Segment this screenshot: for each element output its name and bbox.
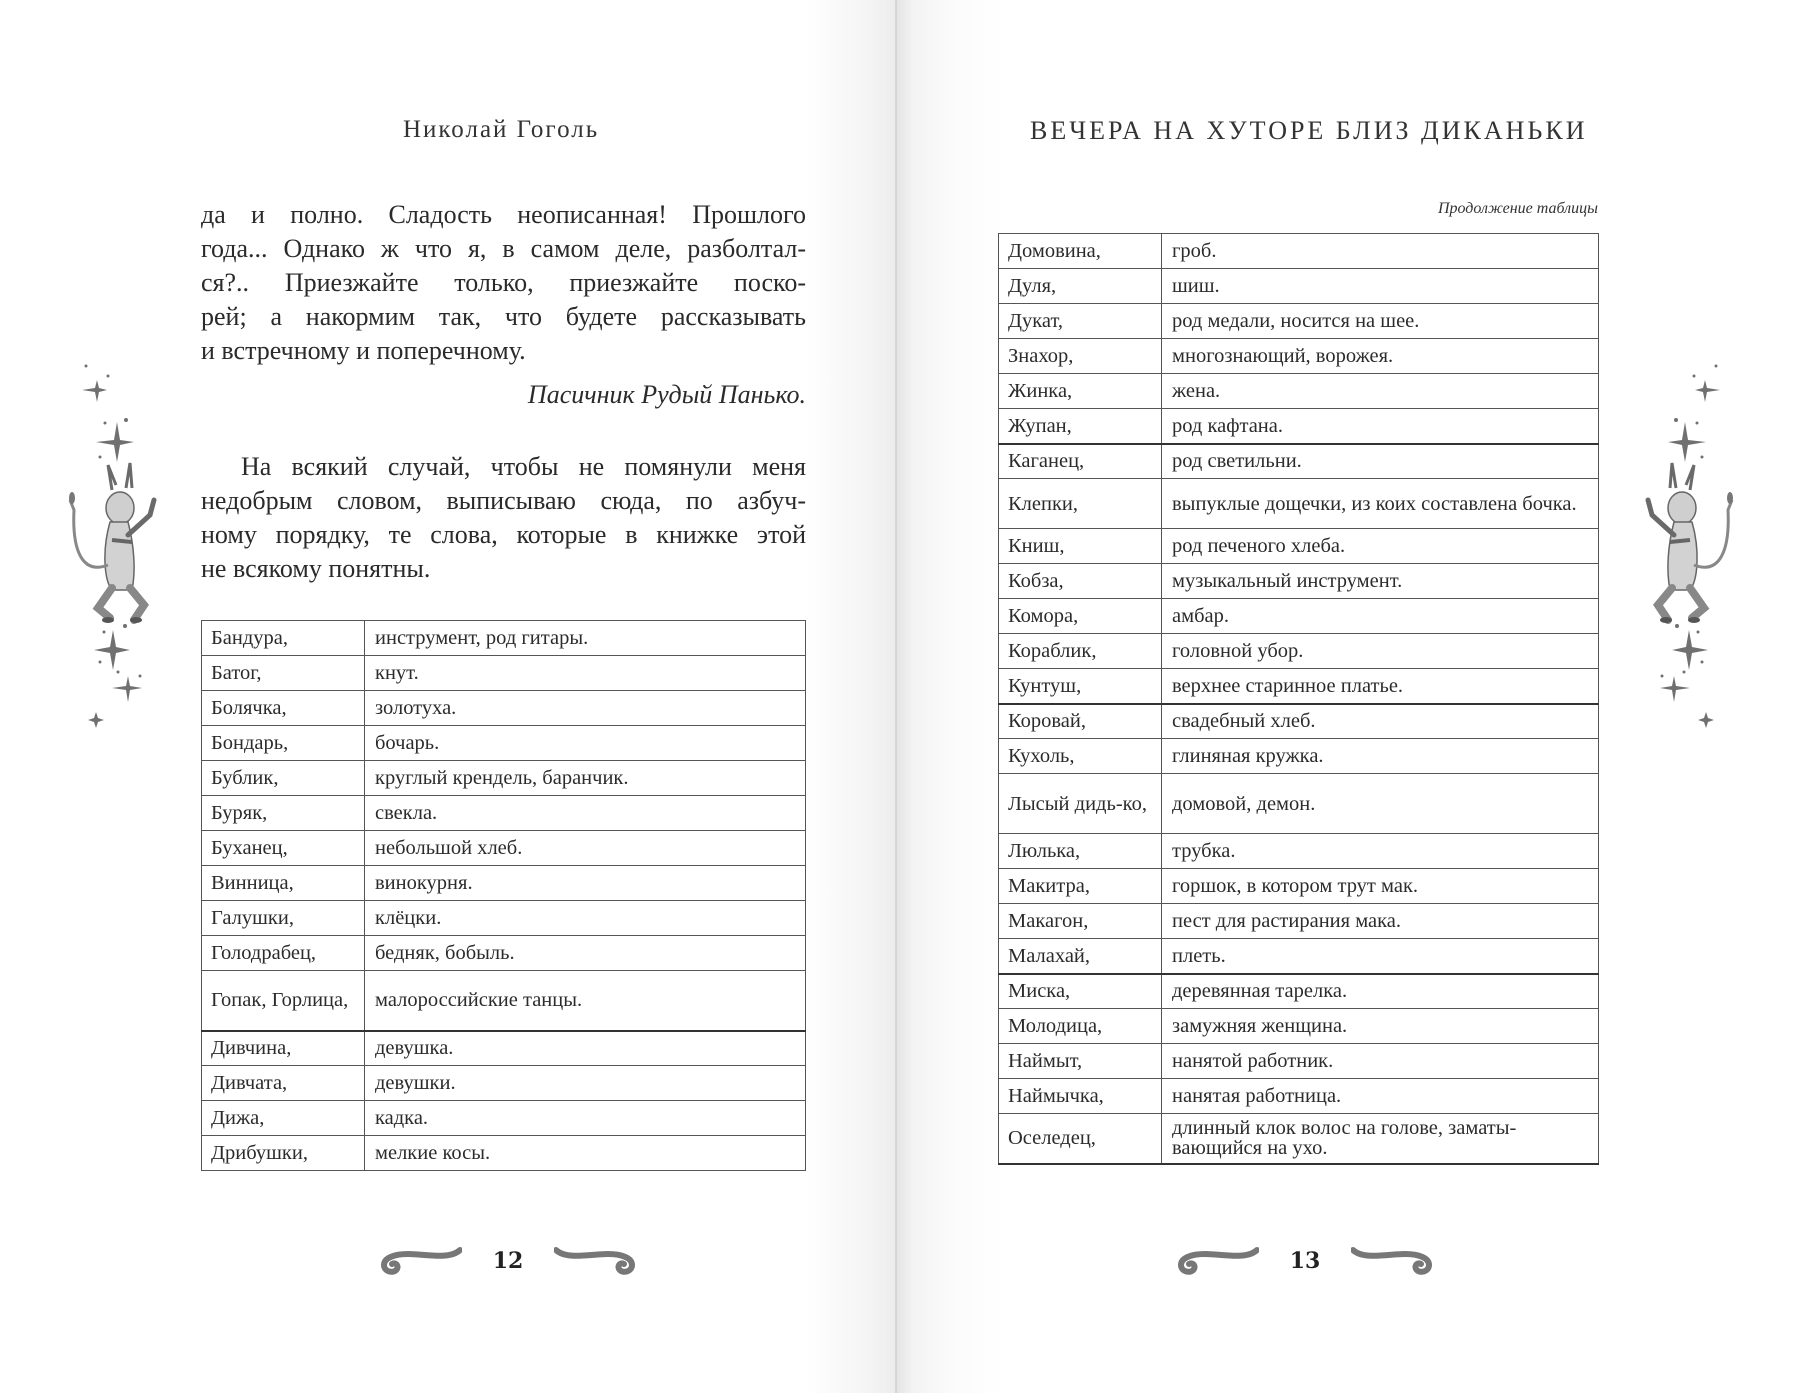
page-footer-right xyxy=(1175,1242,1435,1282)
definition-cell: мелкие косы. xyxy=(365,1136,806,1171)
table-continuation-caption: Продолжение таблицы xyxy=(1437,200,1598,217)
term-cell: Наймычка, xyxy=(999,1079,1162,1114)
term-cell: Лысый дидь-ко, xyxy=(999,774,1162,834)
term-cell: Галушки, xyxy=(202,901,365,936)
term-cell: Бандура, xyxy=(202,621,365,656)
term-cell: Люлька, xyxy=(999,834,1162,869)
table-row xyxy=(999,409,1599,444)
definition-cell: девушка. xyxy=(365,1031,806,1066)
table-row xyxy=(999,834,1599,869)
table-row xyxy=(999,774,1599,834)
term-cell: Наймыт, xyxy=(999,1044,1162,1079)
table-row xyxy=(202,1136,806,1171)
running-head-book-title: ВЕЧЕРА НА ХУТОРЕ БЛИЗ ДИКАНЬКИ xyxy=(1030,116,1588,145)
signature: Пасичник Рудый Панько. xyxy=(527,380,806,409)
term-cell: Коровай, xyxy=(999,704,1162,739)
text-line: рей; а накормим так, что будете рассказывать xyxy=(201,302,806,331)
term-cell: Гопак, Горлица, xyxy=(202,971,365,1031)
term-cell: Молодица, xyxy=(999,1009,1162,1044)
term-cell: Дукат, xyxy=(999,304,1162,339)
definition-cell: круглый крендель, баранчик. xyxy=(365,761,806,796)
definition-cell: свадебный хлеб. xyxy=(1162,704,1599,739)
definition-cell: домовой, демон. xyxy=(1162,774,1599,834)
table-row xyxy=(999,634,1599,669)
term-cell: Буряк, xyxy=(202,796,365,831)
table-row xyxy=(999,939,1599,974)
text-line: и встречному и поперечному. xyxy=(201,336,526,365)
table-row xyxy=(999,974,1599,1009)
table-row xyxy=(202,901,806,936)
table-row xyxy=(202,936,806,971)
table-row xyxy=(202,971,806,1031)
star-icon xyxy=(88,624,142,728)
glossary-table-right xyxy=(998,233,1599,1165)
table-row xyxy=(999,869,1599,904)
page-number: 13 xyxy=(1289,1248,1321,1274)
definition-cell: трубка. xyxy=(1162,834,1599,869)
term-cell: Каганец, xyxy=(999,444,1162,479)
table-row xyxy=(999,739,1599,774)
term-cell: Буханец, xyxy=(202,831,365,866)
swirl-right-icon xyxy=(554,1246,636,1276)
definition-cell: выпуклые дощечки, из коих составлена бочка. xyxy=(1162,479,1599,529)
definition-cell: пест для растирания мака. xyxy=(1162,904,1599,939)
term-cell: Комора, xyxy=(999,599,1162,634)
definition-cell: род печеного хлеба. xyxy=(1162,529,1599,564)
definition-cell: верхнее старинное платье. xyxy=(1162,669,1599,704)
text-line: года... Однако ж что я, в самом деле, разболтал- xyxy=(201,234,806,263)
definition-cell: клёцки. xyxy=(365,901,806,936)
definition-cell: нанятая работница. xyxy=(1162,1079,1599,1114)
definition-cell: многознающий, ворожея. xyxy=(1162,339,1599,374)
table-row xyxy=(202,761,806,796)
definition-cell: шиш. xyxy=(1162,269,1599,304)
term-cell: Жинка, xyxy=(999,374,1162,409)
term-cell: Знахор, xyxy=(999,339,1162,374)
term-cell: Книш, xyxy=(999,529,1162,564)
devil-icon xyxy=(69,463,154,623)
term-cell: Дивчина, xyxy=(202,1031,365,1066)
text-line: недобрым словом, выписываю сюда, по азбуч- xyxy=(201,486,806,515)
table-row xyxy=(202,831,806,866)
definition-cell: жена. xyxy=(1162,374,1599,409)
text-line: ся?.. Приезжайте только, приезжайте поско- xyxy=(201,268,806,297)
term-cell: Макагон, xyxy=(999,904,1162,939)
table-row xyxy=(202,1101,806,1136)
definition-cell: нанятой работник. xyxy=(1162,1044,1599,1079)
term-cell: Дуля, xyxy=(999,269,1162,304)
table-row xyxy=(999,704,1599,739)
page-number: 12 xyxy=(492,1248,524,1274)
devil-and-stars-ornament-left xyxy=(62,350,172,730)
definition-cell: амбар. xyxy=(1162,599,1599,634)
running-head-author: Николай Гоголь xyxy=(403,116,600,143)
term-cell: Винница, xyxy=(202,866,365,901)
table-row xyxy=(202,1066,806,1101)
definition-cell: замужняя женщина. xyxy=(1162,1009,1599,1044)
definition-cell: золотуха. xyxy=(365,691,806,726)
table-row xyxy=(999,904,1599,939)
definition-cell: кнут. xyxy=(365,656,806,691)
table-row xyxy=(999,1044,1599,1079)
definition-cell: горшок, в котором трут мак. xyxy=(1162,869,1599,904)
term-cell: Бублик, xyxy=(202,761,365,796)
term-cell: Дрибушки, xyxy=(202,1136,365,1171)
definition-cell: малороссийские танцы. xyxy=(365,971,806,1031)
definition-cell: плеть. xyxy=(1162,939,1599,974)
table-row xyxy=(999,564,1599,599)
table-row xyxy=(202,726,806,761)
star-icon xyxy=(82,365,134,463)
definition-cell: род медали, носится на шее. xyxy=(1162,304,1599,339)
definition-cell: инструмент, род гитары. xyxy=(365,621,806,656)
paragraph-letter-ending xyxy=(201,198,806,368)
text-line: ному порядку, те слова, которые в книжке этой xyxy=(201,520,806,549)
star-icon xyxy=(1668,365,1720,463)
definition-cell: деревянная тарелка. xyxy=(1162,974,1599,1009)
table-row xyxy=(202,1031,806,1066)
table-row xyxy=(999,479,1599,529)
devil-and-stars-ornament-right xyxy=(1630,350,1740,730)
term-cell: Макитра, xyxy=(999,869,1162,904)
term-cell: Кораблик, xyxy=(999,634,1162,669)
table-row xyxy=(999,444,1599,479)
table-row xyxy=(999,1009,1599,1044)
term-cell: Миска, xyxy=(999,974,1162,1009)
definition-cell: род светильни. xyxy=(1162,444,1599,479)
swirl-right-icon xyxy=(1351,1246,1433,1276)
table-row xyxy=(999,339,1599,374)
table-row xyxy=(999,529,1599,564)
glossary-table-left xyxy=(201,620,806,1171)
page-footer-left xyxy=(378,1242,638,1282)
table-row xyxy=(999,1114,1599,1164)
term-cell: Болячка, xyxy=(202,691,365,726)
term-cell: Бондарь, xyxy=(202,726,365,761)
table-row xyxy=(999,599,1599,634)
table-row xyxy=(999,234,1599,269)
paragraph-glossary-intro xyxy=(201,450,806,586)
definition-cell: длинный клок волос на голове, заматы-вающийся на ухо. xyxy=(1162,1114,1599,1164)
table-row xyxy=(202,866,806,901)
table-row xyxy=(999,669,1599,704)
term-cell: Жупан, xyxy=(999,409,1162,444)
definition-cell: девушки. xyxy=(365,1066,806,1101)
term-cell: Дижа, xyxy=(202,1101,365,1136)
table-row xyxy=(999,304,1599,339)
term-cell: Оселедец, xyxy=(999,1114,1162,1164)
definition-cell: глиняная кружка. xyxy=(1162,739,1599,774)
definition-cell: свекла. xyxy=(365,796,806,831)
table-row xyxy=(202,621,806,656)
table-row xyxy=(202,656,806,691)
devil-icon xyxy=(1648,463,1733,623)
book-gutter xyxy=(895,0,897,1393)
definition-cell: род кафтана. xyxy=(1162,409,1599,444)
table-row xyxy=(999,374,1599,409)
term-cell: Батог, xyxy=(202,656,365,691)
term-cell: Малахай, xyxy=(999,939,1162,974)
text-line: да и полно. Сладость неописанная! Прошлого xyxy=(201,200,806,229)
definition-cell: бочарь. xyxy=(365,726,806,761)
text-line: На всякий случай, чтобы не помянули меня xyxy=(241,452,806,481)
term-cell: Голодрабец, xyxy=(202,936,365,971)
star-icon xyxy=(1660,624,1714,728)
term-cell: Кобза, xyxy=(999,564,1162,599)
term-cell: Кухоль, xyxy=(999,739,1162,774)
term-cell: Кунтуш, xyxy=(999,669,1162,704)
table-row xyxy=(202,691,806,726)
definition-cell: бедняк, бобыль. xyxy=(365,936,806,971)
text-line: не всякому понятны. xyxy=(201,554,431,583)
definition-cell: головной убор. xyxy=(1162,634,1599,669)
definition-cell: небольшой хлеб. xyxy=(365,831,806,866)
table-row xyxy=(999,1079,1599,1114)
definition-cell: кадка. xyxy=(365,1101,806,1136)
table-row xyxy=(202,796,806,831)
table-row xyxy=(999,269,1599,304)
definition-cell: гроб. xyxy=(1162,234,1599,269)
definition-cell: музыкальный инструмент. xyxy=(1162,564,1599,599)
term-cell: Дивчата, xyxy=(202,1066,365,1101)
term-cell: Домовина, xyxy=(999,234,1162,269)
term-cell: Клепки, xyxy=(999,479,1162,529)
definition-cell: винокурня. xyxy=(365,866,806,901)
